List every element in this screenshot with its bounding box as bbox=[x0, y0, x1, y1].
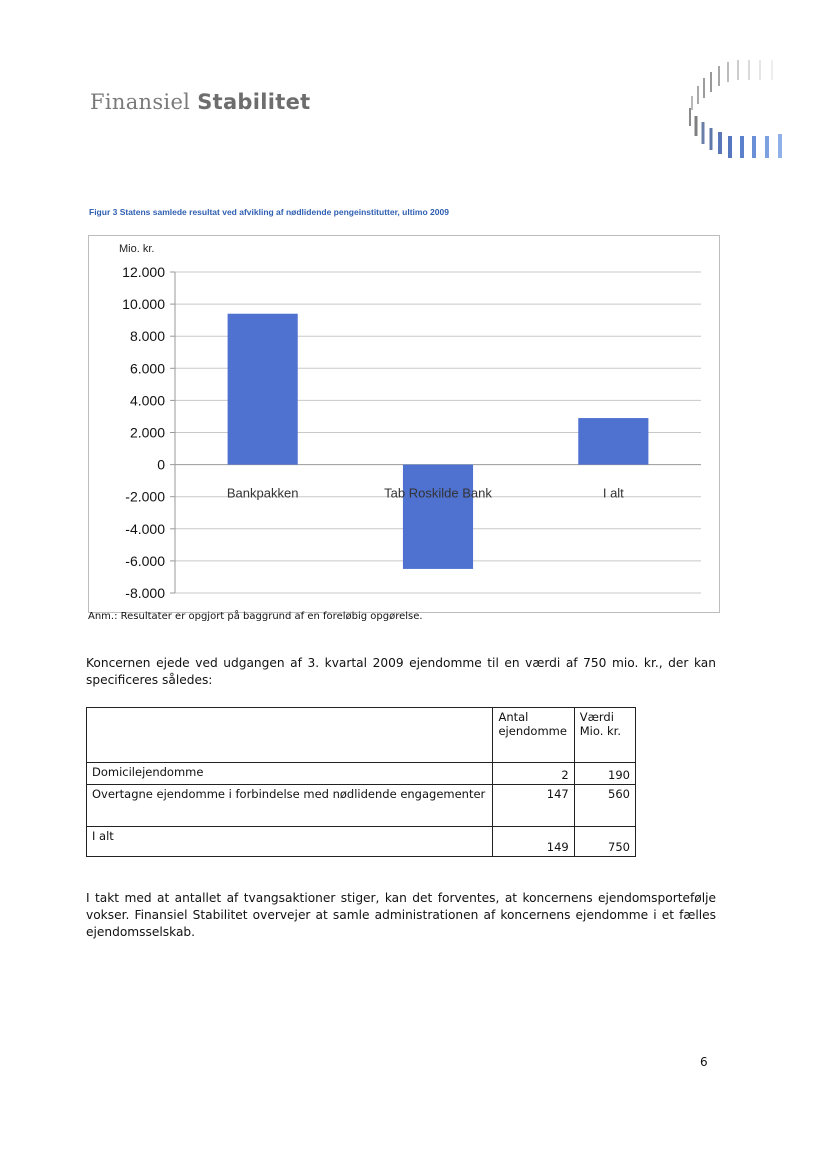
y-tick-label: 2.000 bbox=[129, 424, 165, 441]
table-row bbox=[87, 763, 636, 785]
y-tick-label: -8.000 bbox=[125, 585, 165, 601]
y-tick-label: 8.000 bbox=[129, 328, 165, 345]
chart-category-labels bbox=[227, 486, 624, 501]
bar-chart bbox=[89, 236, 719, 612]
figure-caption: Figur 3 Statens samlede resultat ved afvikling af nødlidende pengeinstitutter, ultimo 2009 bbox=[89, 207, 449, 217]
paragraph-properties: Koncernen ejede ved udgangen af 3. kvartal 2009 ejendomme til en værdi af 750 mio. kr., der kan specificeres således: bbox=[86, 656, 716, 687]
page-number: 6 bbox=[700, 1055, 708, 1069]
x-category-label: Bankpakken bbox=[226, 485, 299, 501]
y-tick-label: -2.000 bbox=[125, 488, 165, 505]
y-tick-label: 6.000 bbox=[129, 360, 165, 377]
table-row bbox=[87, 785, 636, 827]
brand-bold: Stabilitet bbox=[197, 90, 311, 114]
table-cell-value: 750 bbox=[574, 827, 635, 857]
table-cell-label: Domicilejendomme bbox=[87, 763, 493, 785]
y-tick-label: -6.000 bbox=[125, 552, 165, 569]
brand-logo-icon bbox=[684, 52, 794, 170]
paragraph-outlook: I takt med at antallet af tvangsaktioner stiger, kan det forventes, at koncernens ejendomsportefølje vokser. Finansiel Stabilitet overvejer at samle administrationen af koncernens ejendomme i et fælles ejendomsselskab. bbox=[86, 891, 716, 939]
table-header-value: Værdi Mio. kr. bbox=[574, 708, 635, 763]
y-tick-label: 12.000 bbox=[122, 264, 165, 280]
table-cell-count: 2 bbox=[493, 763, 574, 785]
y-tick-label: 10.000 bbox=[122, 296, 165, 313]
chart-y-ticks bbox=[122, 264, 175, 601]
table-header-count: Antal ejendomme bbox=[493, 708, 574, 763]
y-tick-label: 4.000 bbox=[129, 392, 165, 409]
bar bbox=[578, 418, 648, 465]
table-cell-label: I alt bbox=[87, 827, 493, 857]
x-category-label: I alt bbox=[602, 485, 624, 501]
brand-light: Finansiel bbox=[90, 90, 191, 114]
table-header-blank bbox=[87, 708, 493, 763]
table-cell-count: 149 bbox=[493, 827, 574, 857]
figure-note: Anm.: Resultater er opgjort på baggrund af en foreløbig opgørelse. bbox=[88, 611, 423, 622]
chart-bars bbox=[228, 314, 649, 569]
table-header-row bbox=[87, 708, 636, 763]
properties-table bbox=[86, 707, 636, 857]
bar bbox=[403, 465, 473, 569]
chart-y-axis-label: Mio. kr. bbox=[119, 243, 155, 255]
table-cell-count: 147 bbox=[493, 785, 574, 827]
y-tick-label: -4.000 bbox=[125, 520, 165, 537]
brand-wordmark bbox=[90, 90, 310, 114]
table-cell-label: Overtagne ejendomme i forbindelse med nødlidende engagementer bbox=[87, 785, 493, 827]
y-tick-label: 0 bbox=[157, 456, 165, 473]
table-cell-value: 560 bbox=[574, 785, 635, 827]
bar bbox=[228, 314, 298, 465]
chart-frame bbox=[88, 235, 720, 613]
x-category-label: Tab Roskilde Bank bbox=[384, 485, 492, 501]
table-row bbox=[87, 827, 636, 857]
table-cell-value: 190 bbox=[574, 763, 635, 785]
